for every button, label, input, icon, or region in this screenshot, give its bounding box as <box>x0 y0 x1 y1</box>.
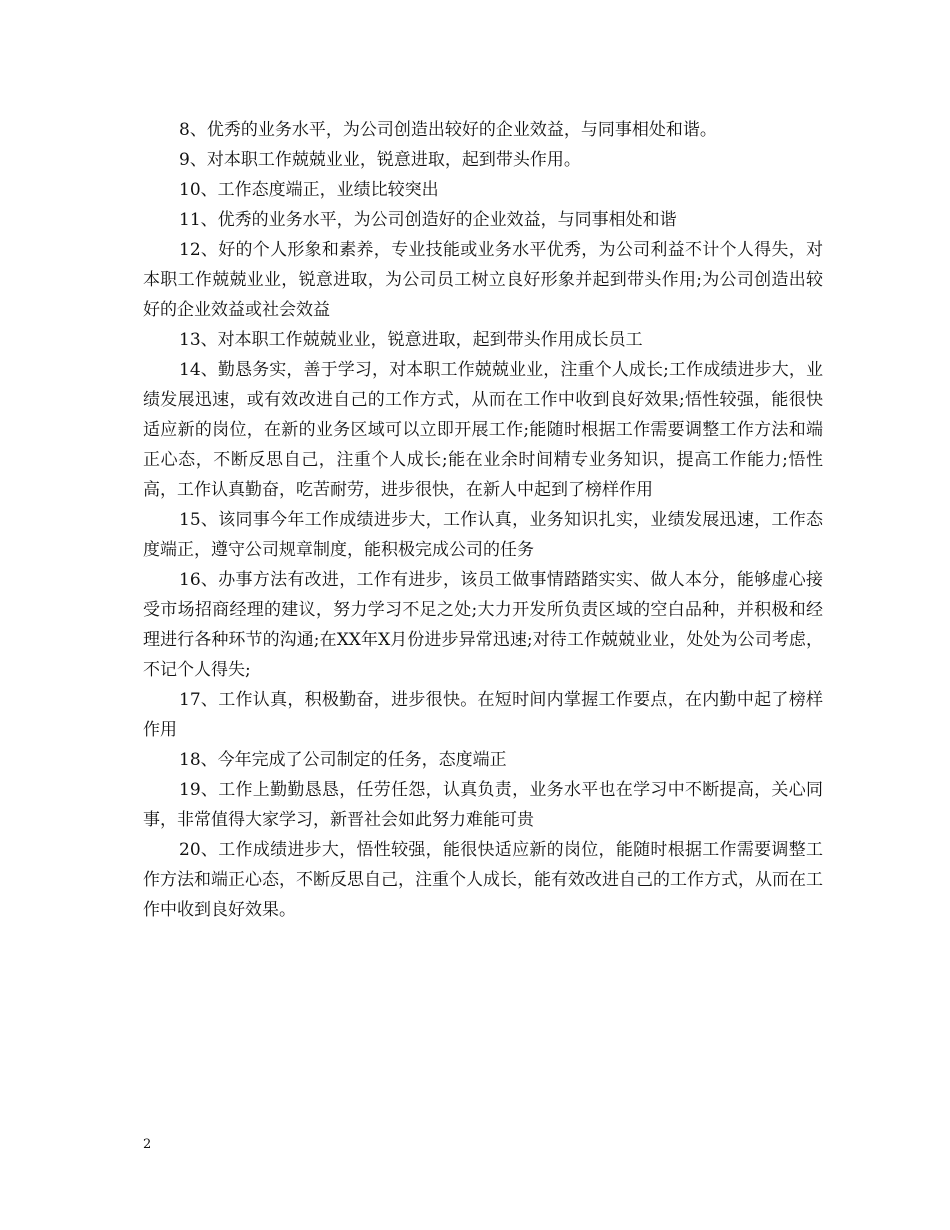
page-number: 2 <box>143 1137 152 1152</box>
paragraph-20: 20、工作成绩进步大，悟性较强，能很快适应新的岗位，能随时根据工作需要调整工作方法和端正心态，不断反思自己，注重个人成长，能有效改进自己的工作方式，从而在工作中收到良好效果。 <box>143 840 823 920</box>
paragraph-18: 18、今年完成了公司制定的任务，态度端正 <box>179 750 507 770</box>
paragraph-13: 13、对本职工作兢兢业业，锐意进取，起到带头作用成长员工 <box>179 330 643 350</box>
paragraph-8: 8、优秀的业务水平，为公司创造出较好的企业效益，与同事相处和谐。 <box>179 120 717 140</box>
paragraph-16: 16、办事方法有改进，工作有进步，该员工做事情踏踏实实、做人本分，能够虚心接受市场招商经理的建议，努力学习不足之处;大力开发所负责区域的空白品种，并积极和经理进行各种环节的沟通;在XX年X月份进步异常迅速;对待工作兢兢业业，处处为公司考虑，不记个人得失; <box>143 570 823 680</box>
document-body <box>143 115 823 925</box>
paragraph-14: 14、勤恳务实，善于学习，对本职工作兢兢业业，注重个人成长;工作成绩进步大，业绩发展迅速，或有效改进自己的工作方式，从而在工作中收到良好效果;悟性较强，能很快适应新的岗位，在新的业务区域可以立即开展工作;能随时根据工作需要调整工作方法和端正心态，不断反思自己，注重个人成长;能在业余时间精专业务知识，提高工作能力;悟性高，工作认真勤奋，吃苦耐劳，进步很快，在新人中起到了榜样作用 <box>143 360 823 500</box>
paragraph-10: 10、工作态度端正，业绩比较突出 <box>179 180 439 200</box>
paragraph-19: 19、工作上勤勤恳恳，任劳任怨，认真负责，业务水平也在学习中不断提高，关心同事，非常值得大家学习，新晋社会如此努力难能可贵 <box>143 780 823 830</box>
paragraph-17: 17、工作认真，积极勤奋，进步很快。在短时间内掌握工作要点，在内勤中起了榜样作用 <box>143 690 823 740</box>
paragraph-12: 12、好的个人形象和素养，专业技能或业务水平优秀，为公司利益不计个人得失，对本职工作兢兢业业，锐意进取，为公司员工树立良好形象并起到带头作用;为公司创造出较好的企业效益或社会效益 <box>143 240 823 320</box>
paragraph-9: 9、对本职工作兢兢业业，锐意进取，起到带头作用。 <box>179 150 581 170</box>
paragraph-11: 11、优秀的业务水平，为公司创造好的企业效益，与同事相处和谐 <box>179 210 677 230</box>
paragraph-15: 15、该同事今年工作成绩进步大，工作认真，业务知识扎实，业绩发展迅速，工作态度端正，遵守公司规章制度，能积极完成公司的任务 <box>143 510 823 560</box>
